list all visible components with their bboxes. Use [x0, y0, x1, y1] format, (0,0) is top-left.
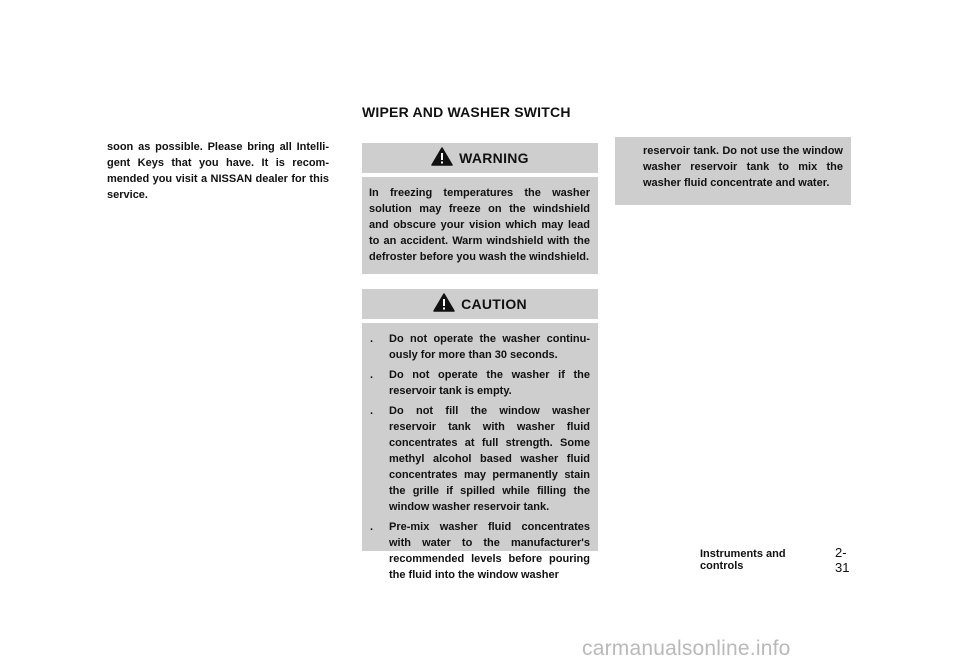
left-column-text: soon as possible. Please bring all Intelli-gent Keys that you have. It is recom-mended you visit a NISSAN dealer for this service. — [107, 141, 329, 201]
caution-list — [369, 331, 590, 583]
chapter-title: Instruments and controls — [700, 548, 786, 572]
caution-item: . Pre-mix washer fluid concentrates with water to the manufacturer's recommended levels before pouring the fluid into the window washer — [370, 521, 590, 581]
caution-heading: CAUTION — [461, 296, 527, 312]
bullet: . — [370, 405, 374, 417]
caution-header — [362, 289, 598, 323]
warning-header — [362, 143, 598, 177]
warning-triangle-icon — [433, 293, 455, 315]
section-title: WIPER AND WASHER SWITCH — [362, 104, 571, 120]
caution-continued-text: reservoir tank. Do not use the window washer reservoir tank to mix the washer fluid concentrate and water. — [643, 145, 843, 189]
warning-heading: WARNING — [459, 150, 529, 166]
warning-triangle-icon — [431, 147, 453, 169]
warning-box — [362, 143, 598, 274]
caution-item: . Do not operate the washer continu-ously for more than 30 seconds. — [370, 333, 590, 361]
page-number: 2-31 — [834, 545, 850, 575]
caution-item: . Do not operate the washer if the reservoir tank is empty. — [370, 369, 590, 397]
bullet: . — [370, 333, 374, 345]
watermark: carmanualsonline.info — [582, 637, 791, 660]
bullet: . — [370, 521, 374, 533]
bullet: . — [370, 369, 374, 381]
caution-continued-box — [615, 137, 851, 205]
page-footer — [700, 545, 860, 575]
caution-box — [362, 289, 598, 581]
warning-text: In freezing temperatures the washer solution may freeze on the windshield and obscure your vision which may lead to an accident. Warm windshield with the defroster before you wash the windshield. — [369, 187, 590, 263]
caution-item: . Do not fill the window washer reservoir tank with washer fluid concentrates at full strength. Some methyl alcohol based washer fluid concentrates may permanently stain the grille if spilled while filling the window washer reservoir tank. — [370, 405, 590, 513]
